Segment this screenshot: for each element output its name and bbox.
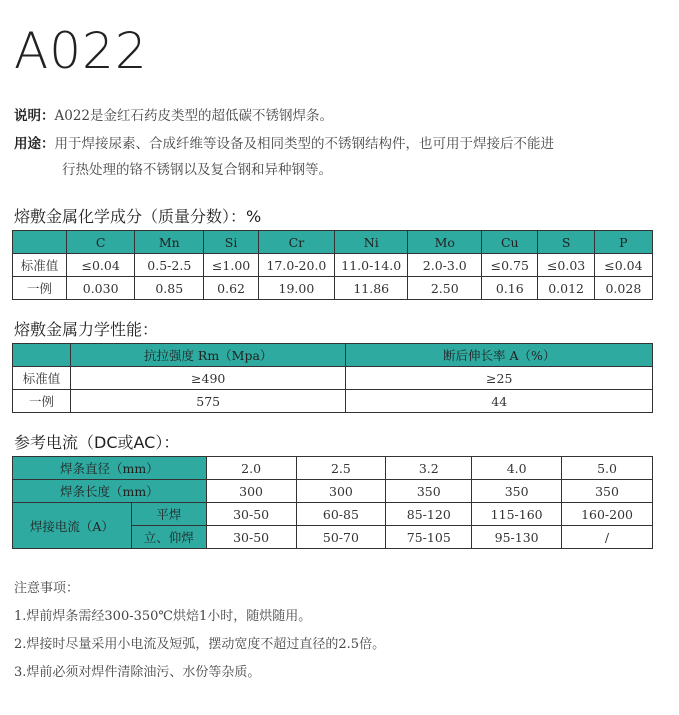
table-cell: 4.0: [472, 457, 562, 480]
table-cell: 标准值: [13, 367, 71, 390]
note-item: 2.焊接时尽量采用小电流及短弧，摆动宽度不超过直径的2.5倍。: [14, 637, 386, 652]
mechanical-table: [12, 343, 653, 413]
table-cell: 0.028: [594, 277, 652, 300]
table-cell: 一例: [13, 277, 67, 300]
table-row: [13, 390, 653, 413]
page-title: A022: [14, 22, 148, 80]
table-cell: ≤0.04: [594, 254, 652, 277]
table-cell: 300: [206, 480, 296, 503]
table-cell: 3.2: [386, 457, 472, 480]
table-row: [13, 480, 653, 503]
table-cell: 44: [346, 390, 653, 413]
table-cell: 95-130: [472, 526, 562, 549]
table-cell: 2.50: [408, 277, 482, 300]
composition-header: Ni: [335, 231, 408, 254]
composition-header: Mn: [135, 231, 204, 254]
table-cell: 17.0-20.0: [258, 254, 334, 277]
composition-table: [12, 230, 653, 300]
table-cell: 30-50: [206, 503, 296, 526]
mechanical-header: 抗拉强度 Rm（Mpa）: [70, 344, 346, 367]
table-cell: 0.85: [135, 277, 204, 300]
length-label: 焊条长度（mm）: [13, 480, 207, 503]
usage-label: 用途：: [14, 136, 55, 152]
table-row: [13, 457, 653, 480]
note-item: 3.焊前必须对焊件清除油污、水份等杂质。: [14, 665, 261, 680]
current-label: 焊接电流（A）: [13, 503, 132, 549]
notes-heading: 注意事项：: [14, 581, 80, 596]
table-cell: ≤0.03: [538, 254, 594, 277]
table-cell: 0.5-2.5: [135, 254, 204, 277]
composition-header: Mo: [408, 231, 482, 254]
description-label: 说明：: [14, 108, 55, 124]
composition-header-row: [13, 231, 653, 254]
mechanical-heading: 熔敷金属力学性能：: [14, 320, 159, 339]
note-item: 1.焊前焊条需经300-350℃烘焙1小时，随烘随用。: [14, 609, 312, 624]
table-cell: 19.00: [258, 277, 334, 300]
composition-header: S: [538, 231, 594, 254]
table-cell: 350: [562, 480, 653, 503]
mechanical-header-row: [13, 344, 653, 367]
table-cell: 0.16: [482, 277, 538, 300]
diameter-label: 焊条直径（mm）: [13, 457, 207, 480]
notes: [14, 575, 385, 687]
usage: [14, 131, 674, 183]
composition-header: Si: [204, 231, 259, 254]
table-row: [13, 254, 653, 277]
flat-label: 平焊: [131, 503, 206, 526]
table-cell: ≤0.04: [67, 254, 135, 277]
table-cell: ≥490: [70, 367, 346, 390]
table-cell: 575: [70, 390, 346, 413]
table-cell: 5.0: [562, 457, 653, 480]
table-cell: 350: [472, 480, 562, 503]
table-cell: 标准值: [13, 254, 67, 277]
table-cell: 115-160: [472, 503, 562, 526]
vertical-label: 立、仰焊: [131, 526, 206, 549]
table-cell: 11.86: [335, 277, 408, 300]
table-cell: 160-200: [562, 503, 653, 526]
table-cell: 50-70: [296, 526, 386, 549]
table-cell: 75-105: [386, 526, 472, 549]
table-cell: 0.030: [67, 277, 135, 300]
table-row: [13, 277, 653, 300]
composition-header: C: [67, 231, 135, 254]
table-cell: 350: [386, 480, 472, 503]
composition-header: P: [594, 231, 652, 254]
table-cell: 2.5: [296, 457, 386, 480]
table-row: [13, 503, 653, 526]
table-cell: /: [562, 526, 653, 549]
table-row: [13, 367, 653, 390]
description-text: A022是金红石药皮类型的超低碳不锈钢焊条。: [54, 108, 334, 124]
table-cell: 一例: [13, 390, 71, 413]
table-cell: ≥25: [346, 367, 653, 390]
table-cell: 0.012: [538, 277, 594, 300]
mechanical-header: 断后伸长率 A（%）: [346, 344, 653, 367]
table-cell: 60-85: [296, 503, 386, 526]
usage-line-1: 用于焊接尿素、合成纤维等设备及相同类型的不锈钢结构件，也可用于焊接后不能进: [54, 136, 554, 152]
table-cell: 2.0-3.0: [408, 254, 482, 277]
table-cell: 2.0: [206, 457, 296, 480]
table-cell: 85-120: [386, 503, 472, 526]
composition-header: Cr: [258, 231, 334, 254]
composition-header: [13, 231, 67, 254]
current-table: [12, 456, 653, 549]
table-cell: ≤0.75: [482, 254, 538, 277]
table-cell: 0.62: [204, 277, 259, 300]
current-heading: 参考电流（DC或AC）：: [14, 433, 180, 452]
usage-line-2: 行热处理的铬不锈钢以及复合钢和异种钢等。: [62, 162, 332, 178]
mechanical-header: [13, 344, 71, 367]
table-cell: 30-50: [206, 526, 296, 549]
table-cell: 300: [296, 480, 386, 503]
table-cell: 11.0-14.0: [335, 254, 408, 277]
table-cell: ≤1.00: [204, 254, 259, 277]
description: [14, 103, 333, 129]
composition-heading: 熔敷金属化学成分（质量分数）：%: [14, 207, 262, 226]
composition-header: Cu: [482, 231, 538, 254]
